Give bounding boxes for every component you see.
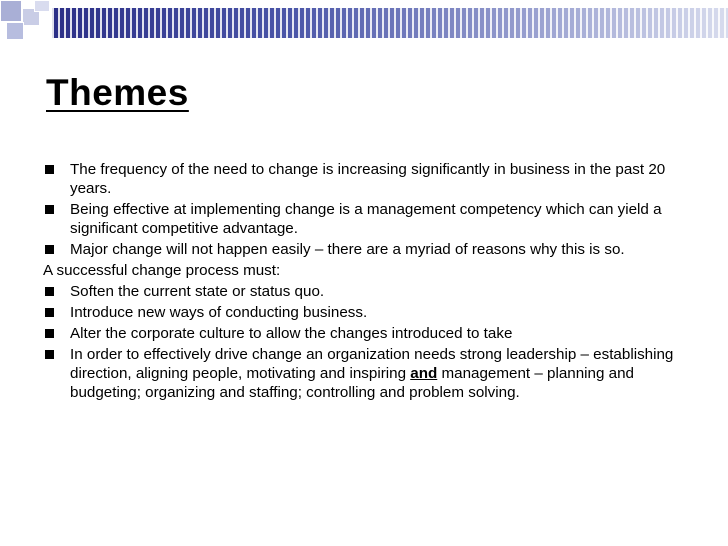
decorative-header-band <box>0 0 728 44</box>
emphasized-word: and <box>410 365 438 382</box>
bullet-text: Soften the current state or status quo. <box>70 283 325 300</box>
square-bullet-icon <box>45 350 54 359</box>
subheading: A successful change process must: <box>43 262 281 279</box>
bullet-item <box>43 324 693 343</box>
square-bullet-icon <box>45 287 54 296</box>
square-bullet-icon <box>45 245 54 254</box>
bullet-text: Major change will not happen easily – there are a myriad of reasons why this is so. <box>70 241 625 258</box>
bullet-text: The frequency of the need to change is increasing significantly in business in the past 20 years. <box>70 161 666 197</box>
bullet-item <box>43 240 693 259</box>
square-bullet-icon <box>45 165 54 174</box>
bullet-text-after: management – planning and budgeting; organizing and staffing; controlling and problem solving. <box>70 365 635 401</box>
bullet-item <box>43 345 693 402</box>
square-bullet-icon <box>45 205 54 214</box>
decorative-square <box>34 0 50 12</box>
square-bullet-icon <box>45 308 54 317</box>
bullet-item <box>43 303 693 322</box>
bullet-text: Introduce new ways of conducting business. <box>70 304 368 321</box>
slide-body <box>43 160 693 404</box>
bullet-text: Being effective at implementing change is a management competency which can yield a significant competitive advantage. <box>70 201 662 237</box>
bullet-text: Alter the corporate culture to allow the changes introduced to take <box>70 325 513 342</box>
bullet-text-before: In order to effectively drive change an organization needs strong leadership – establishing direction, aligning people, motivating and inspiring <box>70 346 674 382</box>
square-bullet-icon <box>45 329 54 338</box>
decorative-square <box>0 0 22 22</box>
decorative-square <box>6 22 24 40</box>
bullet-item <box>43 200 693 238</box>
bullet-item <box>43 282 693 301</box>
header-stripes <box>52 8 728 38</box>
slide-title: Themes <box>46 72 189 113</box>
bullet-item <box>43 160 693 198</box>
